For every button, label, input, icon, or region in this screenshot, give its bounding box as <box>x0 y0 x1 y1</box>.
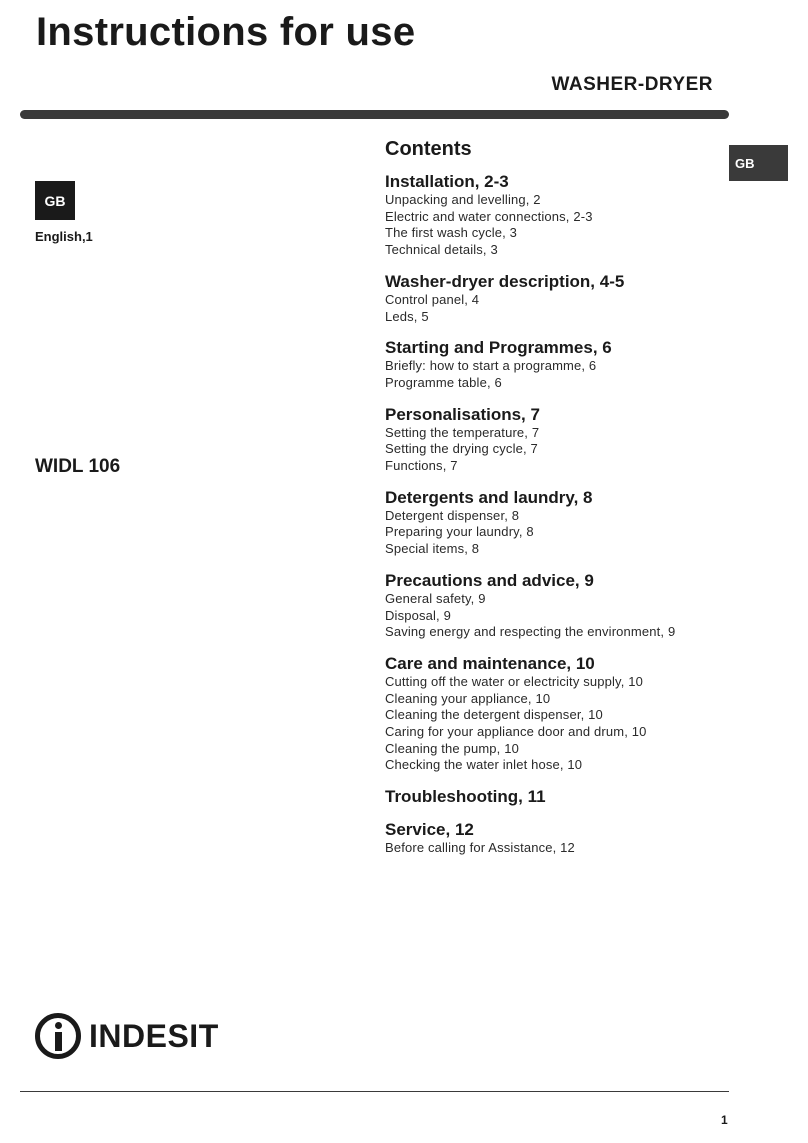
toc-section-title: Troubleshooting, 11 <box>385 787 546 807</box>
model-name: WIDL 106 <box>35 456 121 477</box>
toc-item: Setting the drying cycle, 7 <box>385 441 538 457</box>
toc-section <box>385 172 745 259</box>
toc-section-title: Detergents and laundry, 8 <box>385 487 593 507</box>
footer-divider <box>20 1091 729 1092</box>
toc-item: Unpacking and levelling, 2 <box>385 192 541 207</box>
brand-logo <box>35 1013 219 1059</box>
page-title: Instructions for use <box>36 10 416 54</box>
toc-item: Saving energy and respecting the environment, 9 <box>385 624 676 640</box>
table-of-contents <box>385 138 745 870</box>
toc-item: Caring for your appliance door and drum, 10 <box>385 724 647 740</box>
toc-sections <box>385 172 745 857</box>
toc-item: Disposal, 9 <box>385 607 451 623</box>
toc-item: Before calling for Assistance, 12 <box>385 840 575 856</box>
language-tab: GB <box>729 145 788 181</box>
toc-section-title: Starting and Programmes, 6 <box>385 338 612 358</box>
toc-item: Preparing your laundry, 8 <box>385 524 534 540</box>
toc-section <box>385 405 745 475</box>
toc-section-title: Care and maintenance, 10 <box>385 653 595 673</box>
toc-item: Electric and water connections, 2-3 <box>385 208 593 224</box>
brand-name: INDESIT <box>89 1017 219 1054</box>
header-divider <box>20 110 729 119</box>
toc-section-title: Personalisations, 7 <box>385 404 540 424</box>
toc-section-title: Washer-dryer description, 4-5 <box>385 271 625 291</box>
toc-section <box>385 654 745 774</box>
toc-item: Cutting off the water or electricity supply, 10 <box>385 673 644 689</box>
product-type: WASHER-DRYER <box>551 74 713 95</box>
toc-item: Setting the temperature, 7 <box>385 424 540 440</box>
toc-item: Briefly: how to start a programme, 6 <box>385 358 597 374</box>
toc-section-title: Precautions and advice, 9 <box>385 570 594 590</box>
toc-section-title: Installation, 2-3 <box>385 172 509 191</box>
page-number: 1 <box>721 1113 728 1127</box>
toc-item: Technical details, 3 <box>385 242 498 258</box>
toc-item: Special items, 8 <box>385 541 480 557</box>
toc-item: Functions, 7 <box>385 458 458 474</box>
indesit-i-logo-icon <box>35 1013 81 1059</box>
toc-item: Cleaning the pump, 10 <box>385 740 519 756</box>
toc-item: Leds, 5 <box>385 308 429 324</box>
toc-item: Checking the water inlet hose, 10 <box>385 757 583 773</box>
contents-heading: Contents <box>385 138 472 160</box>
toc-section-title: Service, 12 <box>385 820 474 840</box>
toc-section <box>385 820 745 857</box>
toc-item: Cleaning the detergent dispenser, 10 <box>385 707 603 723</box>
toc-section <box>385 272 745 325</box>
toc-item: The first wash cycle, 3 <box>385 225 518 241</box>
toc-item: Detergent dispenser, 8 <box>385 507 520 523</box>
toc-section <box>385 338 745 391</box>
language-badge: GB <box>35 181 75 220</box>
toc-item: General safety, 9 <box>385 590 486 606</box>
toc-item: Control panel, 4 <box>385 291 480 307</box>
language-label: English,1 <box>35 229 93 244</box>
toc-section <box>385 787 745 807</box>
toc-item: Cleaning your appliance, 10 <box>385 690 551 706</box>
toc-section <box>385 571 745 641</box>
toc-section <box>385 488 745 558</box>
toc-item: Programme table, 6 <box>385 374 502 390</box>
